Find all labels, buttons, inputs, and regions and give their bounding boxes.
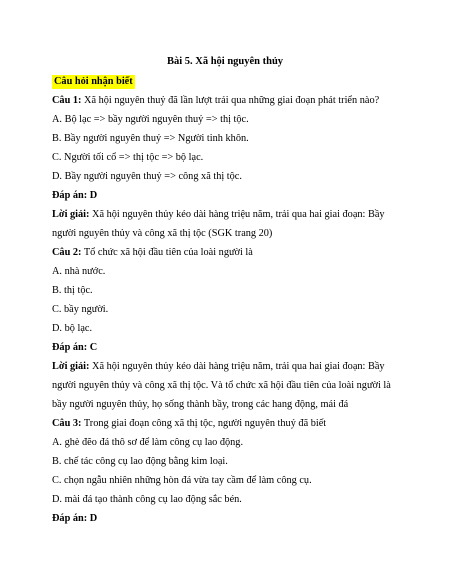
question-2-solution-cont-2: bầy người nguyên thủy, họ sống thành bầy, trong các hang động, mái đá [52,399,349,410]
question-1-solution-cont: người nguyên thủy và công xã thị tộc (SGK trang 20) [52,228,273,239]
document-content [52,72,412,528]
question-3-option-d: D. mài đá tạo thành công cụ lao động sắc bén. [52,494,242,505]
question-3-label: Câu 3: [52,418,82,429]
question-1-option-c: C. Người tối cổ => thị tộc => bộ lạc. [52,152,204,163]
question-1-answer: Đáp án: D [52,190,98,201]
question-1-text: Xã hội nguyên thuỷ đã lần lượt trải qua những giai đoạn phát triển nào? [81,95,380,106]
question-1-label: Câu 1: [52,95,82,106]
question-1-option-a: A. Bộ lạc => bầy người nguyên thuỷ => thị tộc. [52,114,249,125]
question-3-option-c: C. chọn ngẫu nhiên những hòn đá vừa tay cầm để làm công cụ. [52,475,312,486]
question-2-text: Tổ chức xã hội đầu tiên của loài người là [81,247,253,258]
document-title: Bài 5. Xã hội nguyên thủy [166,56,284,67]
question-2-option-a: A. nhà nước. [52,266,106,277]
question-2-option-b: B. thị tộc. [52,285,93,296]
question-2 [52,243,412,262]
section-heading-row [52,72,412,91]
question-3-answer: Đáp án: D [52,513,98,524]
question-1-option-b: B. Bầy người nguyên thuỷ => Người tinh khôn. [52,133,249,144]
question-2-solution-cont-1: người nguyên thủy và công xã thị tộc. Và tổ chức xã hội đầu tiên của loài người là [52,380,391,391]
solution-label: Lời giải: [52,209,90,220]
section-heading: Câu hỏi nhận biết [54,76,133,87]
question-3-option-b: B. chế tác công cụ lao động bằng kim loại. [52,456,228,467]
question-2-label: Câu 2: [52,247,82,258]
question-2-option-c: C. bầy người. [52,304,109,315]
question-3-text: Trong giai đoạn công xã thị tộc, người nguyên thuỷ đã biết [81,418,327,429]
question-3-option-a: A. ghè đẽo đá thô sơ để làm công cụ lao động. [52,437,244,448]
question-2-option-d: D. bộ lạc. [52,323,93,334]
question-1-option-d: D. Bầy người nguyên thuỷ => công xã thị tộc. [52,171,242,182]
solution-label: Lời giải: [52,361,90,372]
question-3 [52,414,412,433]
question-1-solution: Lời giải: Xã hội nguyên thủy kéo dài hàng triệu năm, trải qua hai giai đoạn: Bầy [52,209,385,220]
question-2-answer: Đáp án: C [52,342,98,353]
question-2-solution: Lời giải: Xã hội nguyên thủy kéo dài hàng triệu năm, trải qua hai giai đoạn: Bầy [52,361,385,372]
question-1 [52,91,412,110]
